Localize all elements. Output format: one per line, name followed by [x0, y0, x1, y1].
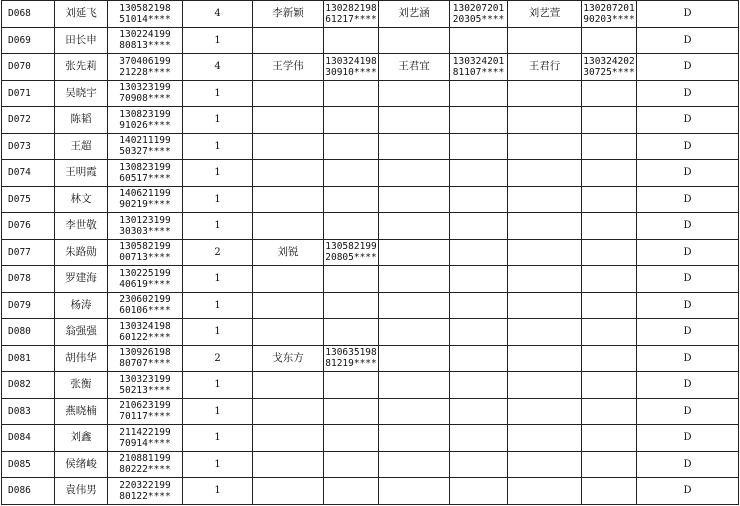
member-3-id-number [582, 372, 637, 399]
household-code: D079 [2, 292, 55, 319]
head-id-number-line: 130323199 [119, 82, 171, 94]
head-id-number-line: 130823199 [119, 161, 171, 173]
member-count: 1 [183, 107, 253, 134]
grade: D [637, 186, 739, 213]
head-id-number-line: 60106**** [119, 305, 171, 317]
household-code: D080 [2, 319, 55, 346]
member-3-id-number [582, 160, 637, 187]
head-name: 朱路勋 [55, 239, 108, 266]
head-name: 田长申 [55, 27, 108, 54]
member-1-name [253, 266, 324, 293]
head-id-number-line: 140211199 [119, 135, 171, 147]
head-id-number [108, 425, 183, 452]
household-code: D070 [2, 54, 55, 81]
member-1-id-number [324, 398, 379, 425]
member-3-name [508, 398, 582, 425]
member-1-name [253, 319, 324, 346]
member-3-id-number-line: 130207201 [583, 2, 635, 14]
table-row [2, 345, 739, 372]
member-3-id-number [582, 319, 637, 346]
table-row [2, 107, 739, 134]
member-2-name [379, 107, 450, 134]
grade: D [637, 1, 739, 28]
table-row [2, 398, 739, 425]
head-id-number-line: 40619**** [119, 278, 171, 290]
member-count: 1 [183, 292, 253, 319]
head-name: 王明霞 [55, 160, 108, 187]
member-count: 1 [183, 478, 253, 505]
member-1-id-number-line: 130635198 [325, 347, 377, 359]
head-id-number [108, 345, 183, 372]
member-1-name: 戈东方 [253, 345, 324, 372]
member-3-name [508, 319, 582, 346]
household-code: D068 [2, 1, 55, 28]
member-2-name [379, 319, 450, 346]
table-row [2, 133, 739, 160]
member-1-id-number-line: 130324198 [325, 55, 377, 67]
grade: D [637, 133, 739, 160]
head-id-number [108, 319, 183, 346]
member-1-id-number-line: 130282198 [325, 2, 377, 14]
member-2-id-number [450, 345, 508, 372]
head-id-number [108, 451, 183, 478]
head-id-number-line: 50213**** [119, 384, 171, 396]
member-2-name: 刘艺涵 [379, 1, 450, 28]
head-id-number [108, 133, 183, 160]
head-id-number-line: 140621199 [119, 188, 171, 200]
grade: D [637, 398, 739, 425]
member-1-name: 王学伟 [253, 54, 324, 81]
member-1-id-number [324, 425, 379, 452]
table-row [2, 160, 739, 187]
household-code: D086 [2, 478, 55, 505]
head-id-number [108, 478, 183, 505]
table-row [2, 478, 739, 505]
member-2-name [379, 239, 450, 266]
member-count: 1 [183, 133, 253, 160]
member-count: 1 [183, 451, 253, 478]
household-code: D084 [2, 425, 55, 452]
member-2-id-number-line: 20305**** [452, 13, 505, 25]
member-1-id-number [324, 345, 379, 372]
household-code: D076 [2, 213, 55, 240]
head-id-number-line: 80707**** [119, 358, 171, 370]
member-1-id-number [324, 27, 379, 54]
head-id-number [108, 1, 183, 28]
member-2-id-number-line: 81107**** [452, 66, 505, 78]
grade: D [637, 80, 739, 107]
head-id-number [108, 398, 183, 425]
head-name: 罗建海 [55, 266, 108, 293]
member-1-name [253, 372, 324, 399]
head-id-number-line: 80222**** [119, 464, 171, 476]
head-name: 王超 [55, 133, 108, 160]
member-1-name [253, 27, 324, 54]
member-3-id-number [582, 292, 637, 319]
member-count: 1 [183, 266, 253, 293]
member-1-name: 李新颖 [253, 1, 324, 28]
member-2-id-number [450, 372, 508, 399]
member-3-name [508, 213, 582, 240]
member-1-id-number [324, 186, 379, 213]
member-3-id-number [582, 1, 637, 28]
grade: D [637, 345, 739, 372]
head-id-number-line: 50327**** [119, 146, 171, 158]
head-id-number-line: 211422199 [119, 426, 171, 438]
member-3-id-number [582, 398, 637, 425]
head-id-number-line: 130926198 [119, 347, 171, 359]
head-id-number [108, 292, 183, 319]
member-3-id-number [582, 345, 637, 372]
table-row [2, 425, 739, 452]
head-name: 翁强强 [55, 319, 108, 346]
member-2-id-number [450, 80, 508, 107]
member-1-id-number [324, 133, 379, 160]
member-2-id-number [450, 425, 508, 452]
member-count: 4 [183, 54, 253, 81]
member-3-id-number [582, 107, 637, 134]
member-3-id-number-line: 130324202 [583, 55, 635, 67]
table-row [2, 213, 739, 240]
table-row [2, 80, 739, 107]
head-id-number [108, 107, 183, 134]
member-3-id-number [582, 425, 637, 452]
member-1-id-number [324, 80, 379, 107]
member-2-id-number [450, 319, 508, 346]
registry-body [2, 1, 739, 505]
member-2-id-number [450, 186, 508, 213]
head-name: 侯绪峻 [55, 451, 108, 478]
member-2-id-number [450, 27, 508, 54]
member-1-name [253, 478, 324, 505]
member-1-id-number-line: 20805**** [325, 252, 377, 264]
member-2-id-number [450, 292, 508, 319]
member-3-id-number [582, 239, 637, 266]
head-id-number [108, 54, 183, 81]
member-3-id-number [582, 80, 637, 107]
member-2-id-number [450, 451, 508, 478]
household-code: D074 [2, 160, 55, 187]
head-id-number-line: 70908**** [119, 93, 171, 105]
head-id-number-line: 80122**** [119, 490, 171, 502]
member-3-name [508, 133, 582, 160]
member-count: 1 [183, 213, 253, 240]
head-id-number-line: 91026**** [119, 119, 171, 131]
head-name: 陈韬 [55, 107, 108, 134]
member-3-name [508, 27, 582, 54]
member-2-name [379, 398, 450, 425]
member-1-id-number [324, 319, 379, 346]
member-1-id-number [324, 372, 379, 399]
household-code: D073 [2, 133, 55, 160]
head-name: 张衡 [55, 372, 108, 399]
member-1-id-number [324, 160, 379, 187]
table-row [2, 186, 739, 213]
member-3-id-number [582, 478, 637, 505]
head-id-number-line: 230602199 [119, 294, 171, 306]
table-row [2, 292, 739, 319]
table-row [2, 27, 739, 54]
member-3-id-number [582, 266, 637, 293]
member-2-id-number [450, 133, 508, 160]
head-id-number-line: 130582199 [119, 241, 171, 253]
member-3-name [508, 451, 582, 478]
member-3-name [508, 107, 582, 134]
household-code: D082 [2, 372, 55, 399]
member-3-name [508, 266, 582, 293]
member-1-id-number [324, 266, 379, 293]
member-1-name [253, 186, 324, 213]
head-name: 胡伟华 [55, 345, 108, 372]
head-id-number-line: 90219**** [119, 199, 171, 211]
member-2-id-number-line: 130207201 [452, 2, 505, 14]
member-3-id-number [582, 54, 637, 81]
table-row [2, 372, 739, 399]
household-code: D069 [2, 27, 55, 54]
head-id-number-line: 60122**** [119, 331, 171, 343]
head-id-number [108, 160, 183, 187]
head-name: 袁伟男 [55, 478, 108, 505]
grade: D [637, 319, 739, 346]
head-name: 林文 [55, 186, 108, 213]
member-2-id-number [450, 213, 508, 240]
member-1-name [253, 425, 324, 452]
member-2-id-number [450, 160, 508, 187]
head-id-number-line: 130323199 [119, 373, 171, 385]
member-count: 1 [183, 80, 253, 107]
member-3-name [508, 186, 582, 213]
member-1-id-number-line: 30910**** [325, 66, 377, 78]
household-code: D072 [2, 107, 55, 134]
member-1-id-number [324, 1, 379, 28]
head-id-number-line: 370406199 [119, 55, 171, 67]
member-3-id-number [582, 27, 637, 54]
head-name: 燕晓楠 [55, 398, 108, 425]
member-count: 1 [183, 372, 253, 399]
member-3-name [508, 345, 582, 372]
head-name: 张先莉 [55, 54, 108, 81]
member-1-id-number-line: 61217**** [325, 13, 377, 25]
member-2-id-number [450, 107, 508, 134]
table-row [2, 319, 739, 346]
member-3-id-number-line: 30725**** [583, 66, 635, 78]
grade: D [637, 54, 739, 81]
member-2-name [379, 292, 450, 319]
member-2-name [379, 425, 450, 452]
member-2-name [379, 372, 450, 399]
table-row [2, 266, 739, 293]
head-id-number-line: 130224199 [119, 29, 171, 41]
head-id-number-line: 130225199 [119, 267, 171, 279]
member-3-name [508, 372, 582, 399]
member-1-id-number [324, 451, 379, 478]
member-3-name: 王君行 [508, 54, 582, 81]
member-3-name [508, 425, 582, 452]
member-1-name [253, 292, 324, 319]
household-code: D071 [2, 80, 55, 107]
member-2-name [379, 186, 450, 213]
registry-table [1, 0, 739, 505]
grade: D [637, 239, 739, 266]
member-count: 1 [183, 319, 253, 346]
head-id-number-line: 51014**** [119, 13, 171, 25]
table-row [2, 1, 739, 28]
head-id-number-line: 130123199 [119, 214, 171, 226]
member-2-id-number [450, 266, 508, 293]
grade: D [637, 425, 739, 452]
grade: D [637, 478, 739, 505]
head-id-number [108, 27, 183, 54]
head-id-number [108, 239, 183, 266]
head-id-number [108, 80, 183, 107]
member-2-id-number [450, 398, 508, 425]
member-2-name: 王君宜 [379, 54, 450, 81]
grade: D [637, 266, 739, 293]
head-name: 李世敬 [55, 213, 108, 240]
member-2-id-number [450, 239, 508, 266]
table-row [2, 239, 739, 266]
member-2-id-number [450, 478, 508, 505]
head-id-number-line: 70117**** [119, 411, 171, 423]
member-3-name [508, 160, 582, 187]
member-count: 1 [183, 398, 253, 425]
member-count: 1 [183, 425, 253, 452]
member-count: 2 [183, 345, 253, 372]
member-1-id-number [324, 292, 379, 319]
head-id-number-line: 80813**** [119, 40, 171, 52]
member-2-name [379, 133, 450, 160]
member-3-id-number [582, 451, 637, 478]
household-code: D085 [2, 451, 55, 478]
member-1-name [253, 213, 324, 240]
member-3-name [508, 478, 582, 505]
household-code: D083 [2, 398, 55, 425]
member-1-id-number [324, 478, 379, 505]
member-1-name [253, 133, 324, 160]
member-3-id-number [582, 133, 637, 160]
grade: D [637, 107, 739, 134]
head-name: 吴晓宇 [55, 80, 108, 107]
head-id-number-line: 130582198 [119, 2, 171, 14]
head-id-number-line: 70914**** [119, 437, 171, 449]
grade: D [637, 451, 739, 478]
member-2-name [379, 451, 450, 478]
head-id-number [108, 186, 183, 213]
member-1-id-number [324, 107, 379, 134]
member-1-name [253, 107, 324, 134]
member-1-name [253, 80, 324, 107]
member-1-name [253, 398, 324, 425]
grade: D [637, 372, 739, 399]
head-name: 杨涛 [55, 292, 108, 319]
member-2-name [379, 27, 450, 54]
member-2-name [379, 266, 450, 293]
head-id-number-line: 210623199 [119, 400, 171, 412]
household-code: D075 [2, 186, 55, 213]
member-1-name [253, 160, 324, 187]
member-2-name [379, 80, 450, 107]
member-3-name [508, 239, 582, 266]
member-1-name: 刘锐 [253, 239, 324, 266]
head-id-number-line: 60517**** [119, 172, 171, 184]
member-count: 1 [183, 160, 253, 187]
member-2-id-number [450, 1, 508, 28]
member-2-name [379, 213, 450, 240]
member-2-name [379, 345, 450, 372]
member-count: 1 [183, 27, 253, 54]
member-3-name: 刘艺萱 [508, 1, 582, 28]
head-id-number-line: 210881199 [119, 453, 171, 465]
head-name: 刘延飞 [55, 1, 108, 28]
head-id-number-line: 00713**** [119, 252, 171, 264]
member-2-name [379, 160, 450, 187]
member-3-id-number [582, 213, 637, 240]
member-count: 2 [183, 239, 253, 266]
member-3-id-number-line: 90203**** [583, 13, 635, 25]
member-3-id-number [582, 186, 637, 213]
member-count: 1 [183, 186, 253, 213]
grade: D [637, 27, 739, 54]
household-code: D081 [2, 345, 55, 372]
head-id-number-line: 130823199 [119, 108, 171, 120]
member-1-id-number [324, 54, 379, 81]
household-code: D078 [2, 266, 55, 293]
head-id-number-line: 30303**** [119, 225, 171, 237]
member-1-id-number-line: 130582199 [325, 241, 377, 253]
grade: D [637, 213, 739, 240]
member-count: 4 [183, 1, 253, 28]
head-id-number [108, 372, 183, 399]
grade: D [637, 292, 739, 319]
head-id-number-line: 21228**** [119, 66, 171, 78]
head-id-number-line: 220322199 [119, 479, 171, 491]
table-row [2, 54, 739, 81]
member-2-id-number [450, 54, 508, 81]
head-name: 刘鑫 [55, 425, 108, 452]
member-1-id-number [324, 239, 379, 266]
grade: D [637, 160, 739, 187]
member-1-id-number [324, 213, 379, 240]
head-id-number-line: 130324198 [119, 320, 171, 332]
table-row [2, 451, 739, 478]
member-3-name [508, 292, 582, 319]
member-2-id-number-line: 130324201 [452, 55, 505, 67]
head-id-number [108, 213, 183, 240]
member-3-name [508, 80, 582, 107]
member-1-name [253, 451, 324, 478]
head-id-number [108, 266, 183, 293]
member-1-id-number-line: 81219**** [325, 358, 377, 370]
member-2-name [379, 478, 450, 505]
household-code: D077 [2, 239, 55, 266]
